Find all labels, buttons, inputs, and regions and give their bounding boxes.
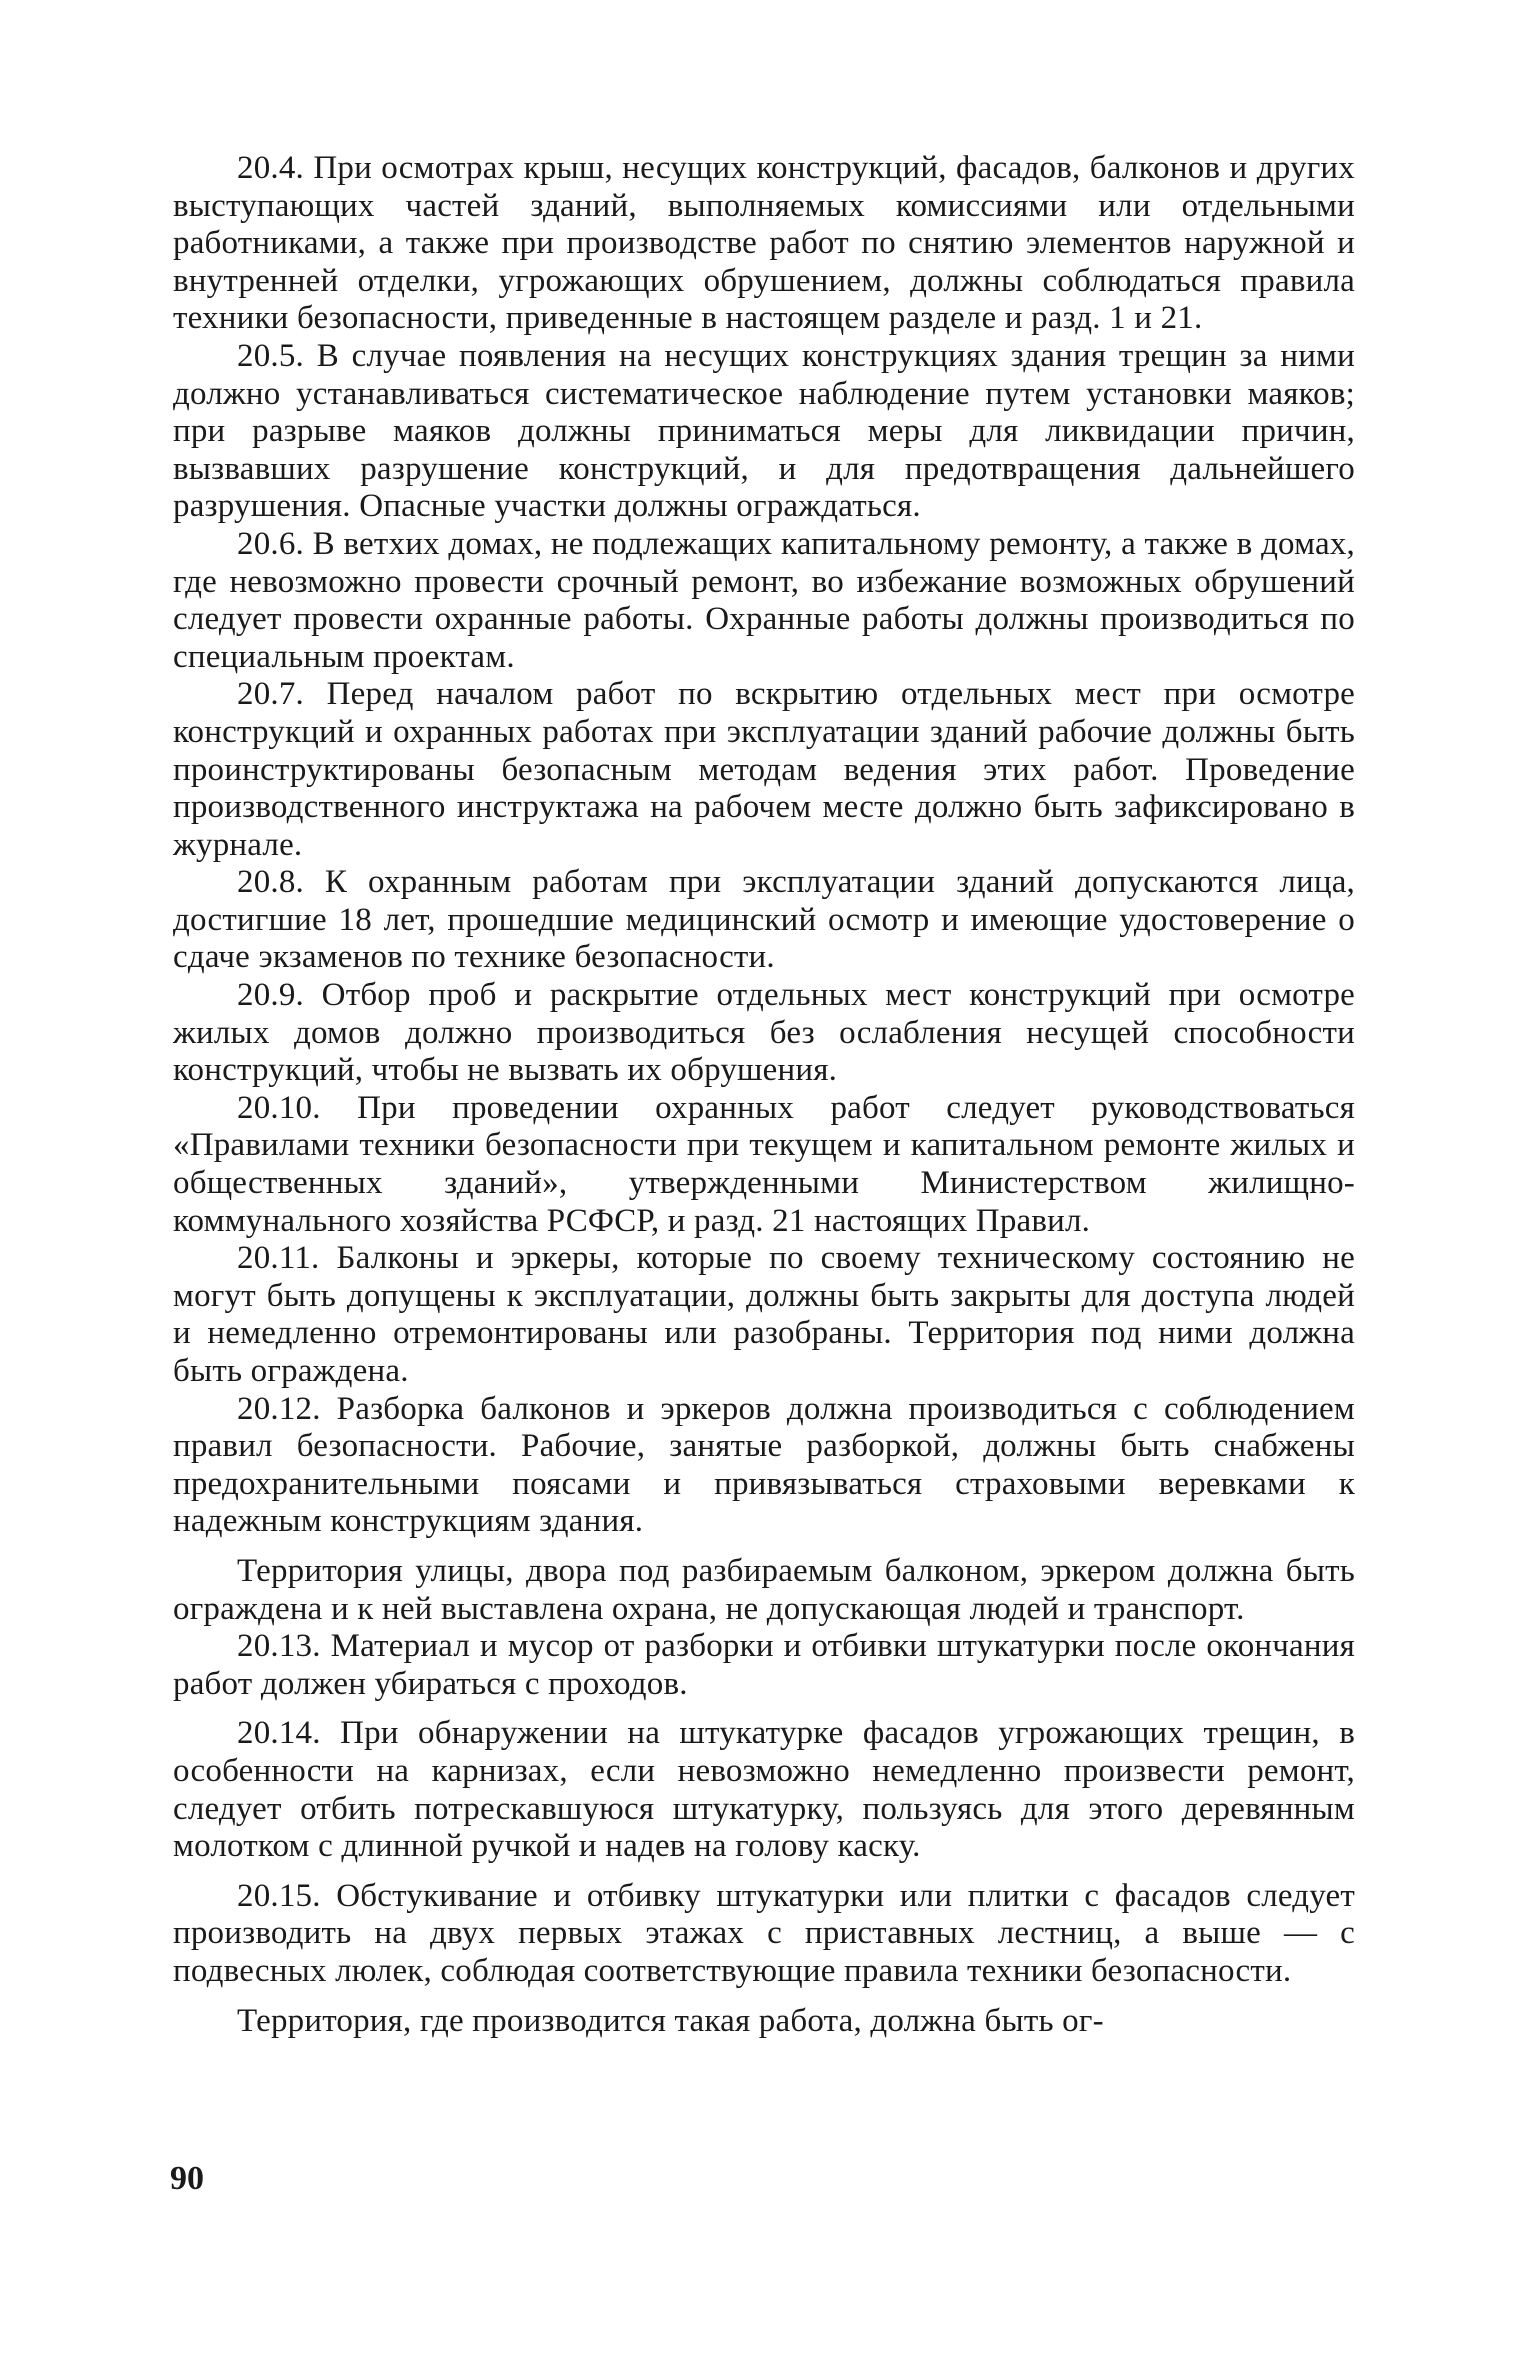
paragraph-20-9 [173,977,1355,1090]
clause-number: 20.10. [237,1089,321,1126]
paragraph-20-6 [173,526,1355,676]
paragraph-20-10 [173,1090,1355,1240]
paragraph-20-15 [173,1878,1355,1991]
paragraph-text: Разборка балконов и эркеров должна производиться с соблюдением правил безопасности. Рабочие, занятые разборкой, должны быть снабжены предохранительными поясами и привязываться страховыми веревками к надежным конструкциям здания. [173,1390,1355,1540]
paragraph-text: Обстукивание и отбивку штукатурки или плитки с фасадов следует производить на двух первых этажах с приставных лестниц, а выше — с подвесных люлек, соблюдая соответствующие правила техники безопасности. [173,1877,1355,1989]
paragraph-text: Территория улицы, двора под разбираемым балконом, эркером должна быть ограждена и к ней выставлена охрана, не допускающая людей и транспорт. [173,1552,1355,1627]
paragraph-text: Материал и мусор от разборки и отбивки штукатурки после окончания работ должен убираться с проходов. [173,1628,1355,1702]
clause-number: 20.8. [237,864,304,901]
paragraph-text: Территория, где производится такая работа, должна быть ог- [237,2002,1104,2039]
clause-number: 20.11. [237,1240,320,1277]
document-body [173,150,1355,2040]
page-number: 90 [170,2160,204,2197]
clause-number: 20.4. [237,150,304,186]
paragraph-text: В случае появления на несущих конструкциях здания трещин за ними должно устанавливаться систематическое наблюдение путем установки маяков; при разрыве маяков должны приниматься меры для ликвидации причин, вызвавших разрушение конструкций, и для предотвращения дальнейшего разрушения. Опасные участки должны ограждаться. [173,337,1355,525]
paragraph-20-4 [173,150,1355,338]
paragraph-text: При осмотрах крыш, несущих конструкций, фасадов, балконов и других выступающих частей зданий, выполняемых комиссиями или отдельными работниками, а также при производстве работ по снятию элементов наружной и внутренней отделки, угрожающих обрушением, должны соблюдаться правила техники безопасности, приведенные в настоящем разделе и разд. 1 и 21. [173,150,1355,337]
clause-number: 20.14. [237,1715,321,1752]
paragraph-20-7 [173,676,1355,864]
paragraph-territory-street [173,1553,1355,1628]
clause-number: 20.5. [237,337,304,374]
paragraph-text: При обнаружении на штукатурке фасадов угрожающих трещин, в особенности на карнизах, если невозможно немедленно произвести ремонт, следует отбить потрескавшуюся штукатурку, пользуясь для этого деревянным молотком с длинной ручкой и надев на голову каску. [173,1715,1355,1865]
paragraph-20-8 [173,864,1355,977]
paragraph-text: Отбор проб и раскрытие отдельных мест конструкций при осмотре жилых домов должно производиться без ослабления несущей способности конструкций, чтобы не вызвать их обрушения. [173,977,1355,1089]
paragraph-20-5 [173,338,1355,526]
paragraph-text: К охранным работам при эксплуатации зданий допускаются лица, достигшие 18 лет, прошедшие медицинский осмотр и имеющие удостоверение о сдаче экзаменов по технике безопасности. [173,864,1355,976]
clause-number: 20.12. [237,1390,321,1427]
paragraph-20-12 [173,1391,1355,1541]
paragraph-20-13 [173,1628,1355,1703]
clause-number: 20.15. [237,1877,321,1914]
paragraph-territory-work [173,2003,1355,2041]
paragraph-text: В ветхих домах, не подлежащих капитальному ремонту, а также в домах, где невозможно провести срочный ремонт, во избежание возможных обрушений следует провести охранные работы. Охранные работы должны производиться по специальным проектам. [173,525,1355,675]
paragraph-text: Перед началом работ по вскрытию отдельных мест при осмотре конструкций и охранных работах при эксплуатации зданий рабочие должны быть проинструктированы безопасным методам ведения этих работ. Проведение производственного инструктажа на рабочем месте должно быть зафиксировано в журнале. [173,676,1355,863]
clause-number: 20.6. [237,525,304,562]
paragraph-20-11 [173,1240,1355,1390]
clause-number: 20.7. [237,676,304,713]
paragraph-20-14 [173,1715,1355,1865]
paragraph-text: При проведении охранных работ следует руководствоваться «Правилами техники безопасности при текущем и капитальном ремонте жилых и общественных зданий», утвержденными Министерством жилищно-коммунального хозяйства РСФСР, и разд. 21 настоящих Правил. [173,1089,1355,1239]
clause-number: 20.9. [237,977,304,1014]
clause-number: 20.13. [237,1628,321,1665]
paragraph-text: Балконы и эркеры, которые по своему техническому состоянию не могут быть допущены к эксплуатации, должны быть закрыты для доступа людей и немедленно отремонтированы или разобраны. Территория под ними должна быть ограждена. [173,1240,1355,1389]
